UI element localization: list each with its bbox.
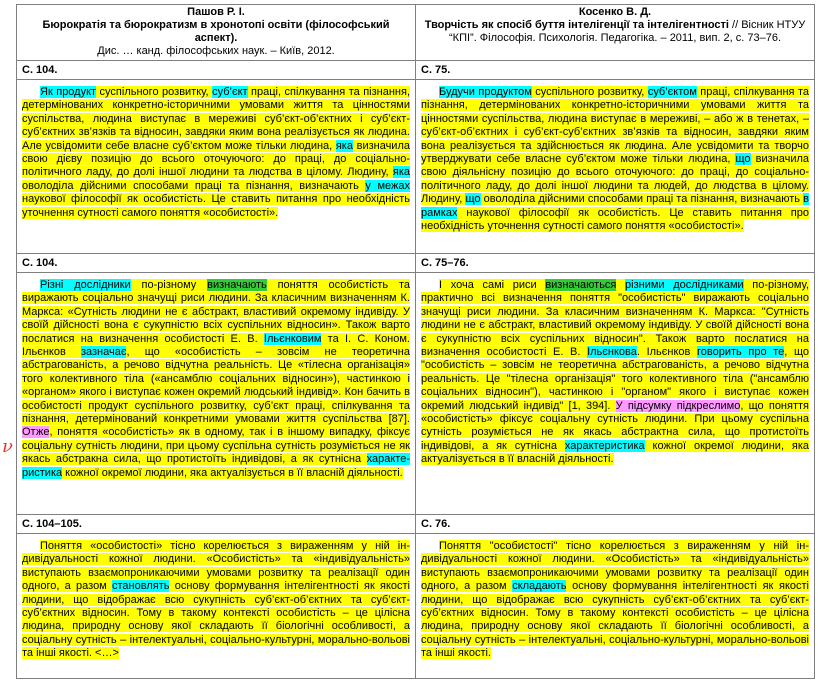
cyan-highlight: Ільєнковим xyxy=(263,332,322,345)
yellow-highlight: по-різному, практично всі визначення поняття "особистість" виражають соціально значущі риси людини. За класичним визначенням К. Маркса: "Сутність людини не є абстракт, властивий окремому індивіду. У своїй дійсності вона є сукупністю всіх суспільних відносин". Також варто послатися на визначення особистості Е. В. xyxy=(421,279,809,359)
yellow-highlight: та І. С. Коном. Ільєнков xyxy=(22,332,410,359)
cyan-highlight: Як продукт xyxy=(40,86,97,98)
yellow-highlight: праці, спілкування та пізнання, детермінованих конкретно-історичними умовами життя та цінностями суспільства, людина виступає в мереживі, – або ж в тенетах, – суб’єкт-об’єктних і суб’єкт-суб’єктних зв’язків та відносин, завдяки яким вона реалізується та здійснюється як людина. Але усвідомити та творчо утверджувати себе власне суб’єктом може тільки людина, xyxy=(421,86,809,166)
yellow-highlight: , що поняття «особистість» фіксує соціальну сутність людини. При цьому суспільна сутність розуміється не як якась абстрактна сила, що протистоїть індивідові, а як сутнісна xyxy=(421,399,809,452)
left-page-ref: С. 104. xyxy=(17,61,416,80)
yellow-highlight: суспільного розвитку, xyxy=(531,86,648,98)
page-row xyxy=(17,515,815,534)
yellow-highlight: І хоча самі риси xyxy=(439,279,546,291)
header-row xyxy=(17,5,815,61)
cyan-highlight: Ільєнкова xyxy=(587,346,637,359)
left-excerpt xyxy=(17,80,416,254)
cyan-highlight: різними дослідниками xyxy=(625,279,744,291)
cyan-highlight: що xyxy=(465,193,481,206)
pink-highlight: Отже xyxy=(22,426,50,439)
page-row xyxy=(17,254,815,273)
right-excerpt-paragraph xyxy=(421,86,809,233)
yellow-highlight: , поняття «особистість» як в одному, так і в іншому випадку, фіксує соціальну сутність людини, при цьому суспільна сутність розуміється не як якась абстракна сила, що протистоїть індивідові, а як сутнісна xyxy=(22,426,410,466)
left-excerpt-paragraph xyxy=(22,279,410,480)
right-page-ref: С. 75–76. xyxy=(416,254,815,273)
left-page-ref: С. 104–105. xyxy=(17,515,416,534)
cyan-highlight: суб’єктом xyxy=(647,86,697,98)
left-title: Бюрократія та бюрократизм в хронотопі освіти (філософський аспект). xyxy=(42,19,390,44)
right-title: Творчість як спосіб буття інтелігенції та інтелігентності xyxy=(424,19,729,31)
right-citation xyxy=(421,19,809,45)
green-highlight: визначають xyxy=(207,279,267,291)
right-page-ref: С. 76. xyxy=(416,515,815,534)
right-source: // Вісник НТУУ “КПІ”. Філософія. Психологія. Педагогіка. – 2011, вип. 2, с. 73–76. xyxy=(449,19,806,44)
yellow-highlight: визначила свою діяльнісну позицію до всього оточуючого: до праці, до соціально-політичного ладу, до долі іншої людини та людей, до людства в цілому. Людину, xyxy=(421,153,810,206)
text-row xyxy=(17,534,815,679)
comparison-table xyxy=(16,4,815,679)
yellow-highlight: основу формування інтелігентності як якості людини, що відображає всю сукупність суб’єкт-об’єктних та суб’єкт-суб’єктних відносин. Тому в такому контексті особистість – це цілісна людина, природну основу якої складають її біологічні особливості, а соціальну сутність – інтелектуальні, соціально-культурні, морально-вольові та інші якості. xyxy=(421,580,809,660)
right-author: Косенко В. Д. xyxy=(578,6,652,18)
cyan-highlight: характеристика xyxy=(564,439,645,452)
cyan-highlight: характеристика xyxy=(22,453,410,479)
left-header-cell xyxy=(17,5,416,61)
yellow-highlight: , що "особистість – зовсім не теоретична абстрагованість, а речово відчутна реальність. Це "тілесна організація" того колективного тіла ("ансамблю соціальних відносин"), частинкою і "органом" якого і виступає кожен окремий людський індивід" [1, 394]. xyxy=(421,346,809,412)
left-excerpt-paragraph xyxy=(22,86,410,220)
cyan-highlight: говорить про те xyxy=(697,346,785,359)
yellow-highlight: основу формування інтелігентності як якості людини, що відображає всю сукупність суб’єкт-об’єктних та суб’єкт-суб’єктних відносин. Тому в такому контексті особистість – це цілісна людина, природну основу якої складають її біологічні особливості, а соціальну сутність – інтелектуальні, соціально-культурні, морально-вольові та інші якості. <…> xyxy=(22,580,410,660)
right-excerpt xyxy=(416,534,815,679)
page-row xyxy=(17,61,815,80)
cyan-highlight: яка xyxy=(392,166,410,179)
cyan-highlight: Будучи продуктом xyxy=(439,86,532,98)
cyan-highlight: у межах xyxy=(365,179,410,192)
yellow-highlight: . Ільєнков xyxy=(636,346,697,359)
left-source: Дис. … канд. філософських наук. – Київ, 2012. xyxy=(97,45,335,57)
yellow-highlight: кожної окремої людини, яка актуалізується в її власній діяльності. xyxy=(421,439,809,466)
yellow-highlight: , що «особистість – зовсім не теоретична абстрагованість, а речово відчутна реальність. Це «тілесна організація» того колективного тіла («ансамблю соціальних відносин»), частинкою і «органом» якого і виступає кожен окремий людський індивід». Кон бачить в особистості продукт суспільного розвитку, суб’єкт праці, спілкування та пізнання, детермінований конкретними умовами життя суспільства [87]. xyxy=(22,346,410,426)
left-page-ref: С. 104. xyxy=(17,254,416,273)
cyan-highlight: в рамках xyxy=(421,193,809,219)
right-excerpt-paragraph xyxy=(421,540,809,661)
yellow-highlight: поняття особистість та виражають соціально значущі риси людини. За класичним визначенням К. Маркса: «Сутність людини не є абстракт, властивий окремому індивіду. У своїй дійсності вона є сукупністю всіх суспільних відносин». Також варто послатися на визначення особистості Е. В. xyxy=(22,279,410,345)
right-excerpt-paragraph xyxy=(421,279,809,467)
cyan-highlight: суб’єкт xyxy=(212,86,248,98)
right-excerpt xyxy=(416,80,815,254)
yellow-highlight: оволоділа дійсними способами праці та пізнання, визначають xyxy=(480,193,804,206)
text-row xyxy=(17,273,815,515)
cyan-highlight: зазначає xyxy=(80,346,127,359)
left-excerpt xyxy=(17,273,416,515)
yellow-highlight: визначила свою дієву позицію до всього оточуючого: до праці, до соціально-політичного ладу, до долі іншої людини та людства в цілому. Людину, xyxy=(22,139,410,179)
pink-highlight: У підсумку підкреслимо xyxy=(615,399,741,412)
left-author: Пашов Р. І. xyxy=(187,6,245,18)
yellow-highlight: наукової філософії як особистість. Це ставить питання про необхідність уточнення сутності самого поняття «особистості». xyxy=(22,193,410,219)
left-excerpt xyxy=(17,534,416,679)
yellow-highlight xyxy=(616,279,625,291)
cyan-highlight: становлять xyxy=(112,580,170,593)
yellow-highlight: Поняття "особистості" тісно корелюється з вираженням у ній індивідуальності кожної людини. «Особистість» та «індивідуальність» виступають взаємопроникаючими умовами розвитку та реалізації один одного, а разом xyxy=(421,540,809,593)
right-page-ref: С. 75. xyxy=(416,61,815,80)
right-excerpt xyxy=(416,273,815,515)
cyan-highlight: що xyxy=(735,153,751,166)
text-row xyxy=(17,80,815,254)
yellow-highlight: по-різному xyxy=(130,279,208,291)
yellow-highlight: Поняття «особистості» тісно корелюється з вираженням у ній індивідуальності кожної людини. «Особистість» та «індивідуальність» виступають взаємопроникаючими умовами розвитку та реалізації один одного, а разом xyxy=(22,540,410,593)
left-excerpt-paragraph xyxy=(22,540,410,661)
right-header-cell xyxy=(416,5,815,61)
yellow-highlight: суспільного розвитку, xyxy=(96,86,213,98)
yellow-highlight: праці, спілкування та пізнання, детермінованих конкретно-історичними умовами життя та цінностями суспільства, людина виступає в мереживі суб’єкт-об’єктних і суб’єкт-суб’єктних зв’язків та відносин, завдяки яким вона реалізується як людина. Але усвідомити себе власне суб’єктом може тільки людина, xyxy=(22,86,410,152)
yellow-highlight: оволоділа дійсними способами праці та пізнання, визначають xyxy=(22,179,366,192)
yellow-highlight: наукової філософії як особистість. Це ставить питання про необхідність уточнення сутності самого поняття «особистості». xyxy=(421,206,809,233)
handwritten-margin-mark: ν xyxy=(2,436,13,457)
green-highlight: визначаються xyxy=(545,279,617,291)
yellow-highlight: кожної окремої людини, яка актуалізується в її власній діяльності. xyxy=(62,466,403,479)
cyan-highlight: яка xyxy=(335,139,353,152)
cyan-highlight: складають xyxy=(512,580,567,593)
cyan-highlight: Різні дослідники xyxy=(40,279,131,291)
